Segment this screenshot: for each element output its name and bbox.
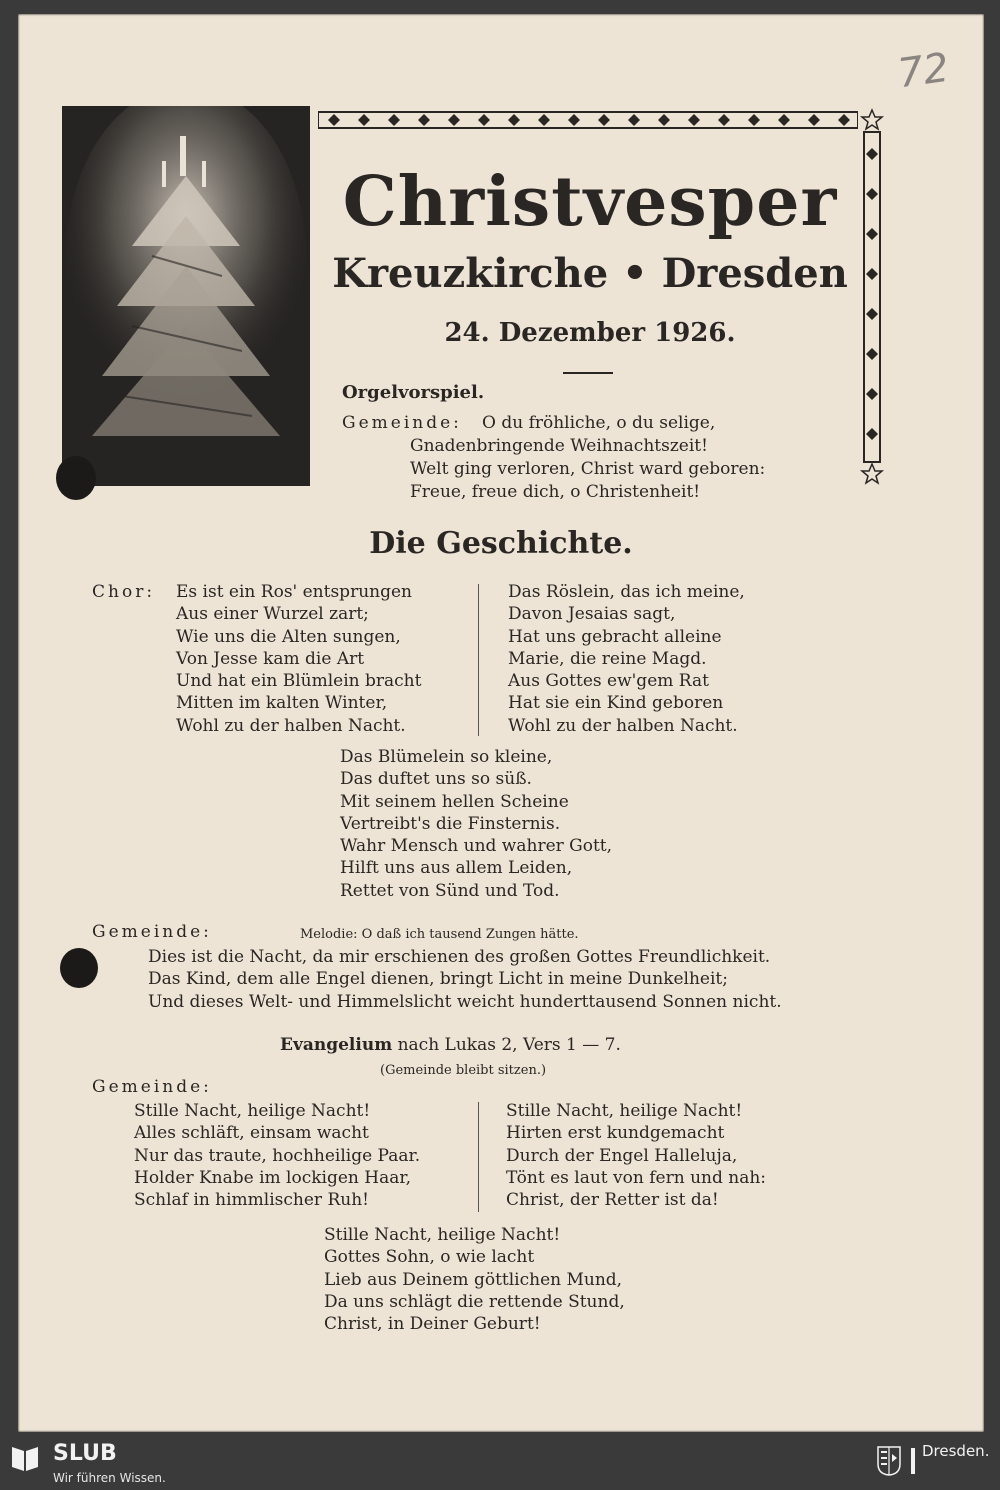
library-tagline: Wir führen Wissen. xyxy=(53,1471,166,1485)
verse-center xyxy=(324,1224,625,1335)
verse-line: Stille Nacht, heilige Nacht! xyxy=(506,1101,743,1121)
verse-line: Und hat ein Blümlein bracht xyxy=(176,671,422,692)
verse-line: Das Blümelein so kleine, xyxy=(340,747,553,767)
column-divider xyxy=(478,1102,479,1212)
verse-line: Das duftet uns so süß. xyxy=(340,769,532,790)
verse-left xyxy=(134,1100,420,1211)
intro-line: Freue, freue dich, o Christenheit! xyxy=(410,482,701,502)
column-divider xyxy=(478,584,479,736)
verse-line: Wie uns die Alten sungen, xyxy=(176,626,401,647)
gemeinde-label: Gemeinde: xyxy=(92,922,212,942)
library-name[interactable]: SLUB xyxy=(53,1441,117,1466)
gemeinde-label: Gemeinde: xyxy=(342,413,462,433)
verse-line: Rettet von Sünd und Tod. xyxy=(340,880,560,901)
verse-line: Dies ist die Nacht, da mir erschienen des großen Gottes Freundlichkeit. xyxy=(148,947,771,967)
verse-line: Holder Knabe im lockigen Haar, xyxy=(134,1167,412,1188)
verse-line: Wohl zu der halben Nacht. xyxy=(508,715,738,736)
verse-line: Durch der Engel Halleluja, xyxy=(506,1145,738,1166)
verse-line: Christ, der Retter ist da! xyxy=(506,1190,719,1211)
verse-line: Das Röslein, das ich meine, xyxy=(508,582,745,602)
verse-line: Hat uns gebracht alleine xyxy=(508,626,722,647)
document-title: Christvesper xyxy=(342,162,838,242)
verse-line: Stille Nacht, heilige Nacht! xyxy=(324,1225,561,1245)
verse-line: Hilft uns aus allem Leiden, xyxy=(340,858,573,879)
punch-hole xyxy=(56,456,96,500)
verse-left xyxy=(176,581,421,737)
evangelium-label: Evangelium xyxy=(280,1035,393,1055)
evangelium-line xyxy=(280,1034,621,1056)
intro-line: O du fröhliche, o du selige, xyxy=(482,413,716,433)
verse-line: Alles schläft, einsam wacht xyxy=(134,1123,369,1144)
organ-prelude: Orgelvorspiel. xyxy=(342,382,485,403)
evangelium-reference: nach Lukas 2, Vers 1 — 7. xyxy=(392,1035,621,1055)
verse-line: Da uns schlägt die rettende Stund, xyxy=(324,1291,625,1312)
verse-line: Das Kind, dem alle Engel dienen, bringt Licht in meine Dunkelheit; xyxy=(148,969,728,990)
verse-line: Aus einer Wurzel zart; xyxy=(176,604,369,625)
verse-line: Wahr Mensch und wahrer Gott, xyxy=(340,836,613,857)
verse-center xyxy=(340,746,612,902)
document-subtitle: Kreuzkirche • Dresden xyxy=(332,250,848,297)
christmas-tree-woodcut xyxy=(62,106,310,486)
evangelium-note: (Gemeinde bleibt sitzen.) xyxy=(380,1063,547,1078)
dresden-crest-icon xyxy=(877,1446,901,1476)
verse-line: Von Jesse kam die Art xyxy=(176,648,365,669)
verse-line: Vertreibt's die Finsternis. xyxy=(340,813,561,834)
hymn-verse xyxy=(148,946,782,1013)
verse-right xyxy=(508,581,745,737)
verse-line: Mit seinem hellen Scheine xyxy=(340,791,569,812)
verse-line: Schlaf in himmlischer Ruh! xyxy=(134,1190,369,1211)
verse-line: Christ, in Deiner Geburt! xyxy=(324,1314,541,1335)
punch-hole xyxy=(60,948,98,988)
gemeinde-label: Gemeinde: xyxy=(92,1077,212,1097)
verse-line: Und dieses Welt- und Himmelslicht weicht hunderttausend Sonnen nicht. xyxy=(148,991,782,1012)
melody-note: Melodie: O daß ich tausend Zungen hätte. xyxy=(300,927,579,942)
chor-label: Chor: xyxy=(92,582,156,602)
section-heading: Die Geschichte. xyxy=(369,526,633,561)
divider xyxy=(563,372,613,374)
verse-line: Hirten erst kundgemacht xyxy=(506,1123,725,1144)
verse-line: Nur das traute, hochheilige Paar. xyxy=(134,1145,421,1166)
verse-line: Davon Jesaias sagt, xyxy=(508,604,676,625)
verse-line: Tönt es laut von fern und nah: xyxy=(506,1167,767,1188)
intro-line: Welt ging verloren, Christ ward geboren: xyxy=(410,459,766,479)
verse-line: Aus Gottes ew'gem Rat xyxy=(508,671,709,692)
separator-icon xyxy=(908,1446,918,1476)
city-logo-text[interactable]: Dresden. xyxy=(922,1442,990,1460)
ornamental-border-top xyxy=(318,108,858,132)
slub-book-icon xyxy=(10,1443,40,1473)
verse-line: Gottes Sohn, o wie lacht xyxy=(324,1247,535,1268)
document-date: 24. Dezember 1926. xyxy=(444,318,736,348)
verse-line: Stille Nacht, heilige Nacht! xyxy=(134,1101,371,1121)
verse-right xyxy=(506,1100,766,1211)
verse-line: Mitten im kalten Winter, xyxy=(176,693,388,714)
verse-line: Lieb aus Deinem göttlichen Mund, xyxy=(324,1269,623,1290)
page-number: 72 xyxy=(895,44,952,98)
verse-line: Marie, die reine Magd. xyxy=(508,648,707,669)
verse-line: Wohl zu der halben Nacht. xyxy=(176,715,406,736)
verse-line: Es ist ein Ros' entsprungen xyxy=(176,582,412,602)
intro-line: Gnadenbringende Weihnachtszeit! xyxy=(410,436,708,456)
verse-line: Hat sie ein Kind geboren xyxy=(508,693,724,714)
ornamental-border-right xyxy=(858,108,888,488)
